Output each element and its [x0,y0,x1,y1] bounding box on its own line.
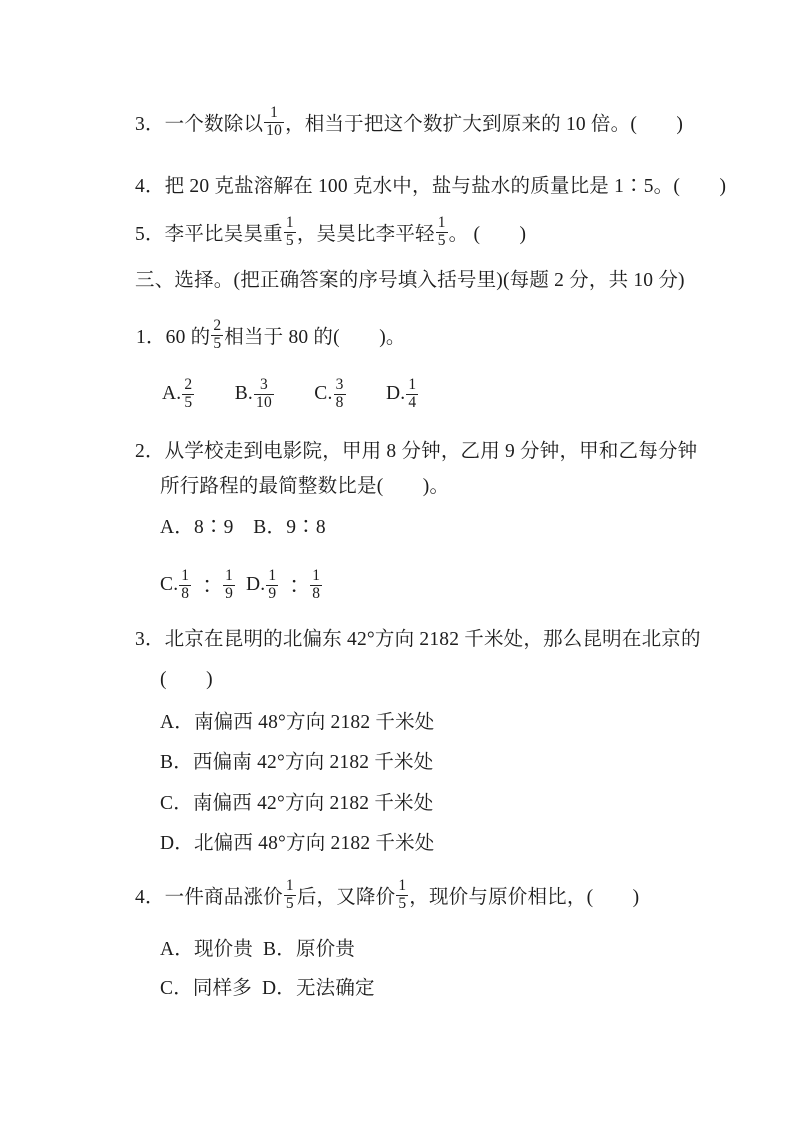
choice-q1-stem-text: 相当于 80 的( )。 [224,327,406,348]
choice-q3-stem-text: 3．北京在昆明的北偏东 42°方向 2182 千米处，那么昆明在北京的 [135,629,701,650]
fraction-numerator: 1 [398,876,407,894]
choice-q1-options-text: A. [162,383,182,404]
choice-q3-option-c [160,779,433,823]
choice-q3-option-a-text: A．南偏西 48°方向 2182 千米处 [160,712,435,733]
fraction-numerator: 2 [184,375,193,393]
fraction-numerator: 1 [312,566,321,584]
fraction-denominator: 10 [266,121,283,139]
fraction-numerator: 1 [285,876,294,894]
judge-item-3-text: 3．一个数除以 [135,114,264,135]
fraction [264,105,284,139]
choice-q4-options-cd-text: C．同样多 D．无法确定 [160,978,375,999]
fraction [396,878,408,912]
fraction-numerator: 1 [268,566,277,584]
judge-item-5-text: ，吴昊比李平轻 [296,224,435,245]
fraction [254,377,274,411]
choice-q3-option-b-text: B．西偏南 42°方向 2182 千米处 [160,752,434,773]
section-3-heading [135,256,685,300]
judge-item-3 [135,100,683,144]
choice-q2-options-cd-text: ∶ [279,577,310,598]
choice-q2-options-ab [160,503,326,547]
choice-q2-stem-line1-text: 2．从学校走到电影院，甲用 8 分钟，乙用 9 分钟，甲和乙每分钟 [135,441,698,462]
choice-q4-options-ab-text: A．现价贵 B．原价贵 [160,939,356,960]
fraction-denominator: 8 [335,393,344,411]
choice-q2-options-cd-text: ∶ [192,577,223,598]
judge-item-4 [135,162,726,206]
choice-q3-option-d-text: D．北偏西 48°方向 2182 千米处 [160,833,435,854]
choice-q4-options-cd [160,964,375,1008]
fraction [284,215,296,249]
choice-q3-option-c-text: C．南偏西 42°方向 2182 千米处 [160,793,434,814]
fraction [266,568,278,602]
fraction-denominator: 5 [285,894,294,912]
choice-q2-stem-line2-text: 所行路程的最简整数比是( )。 [160,476,450,497]
choice-q1-options-text: B. [195,383,253,404]
choice-q1-stem-text: 1．60 的 [136,327,211,348]
fraction [223,568,235,602]
fraction [179,568,191,602]
choice-q3-option-d [160,819,435,863]
fraction-numerator: 1 [225,566,234,584]
fraction-denominator: 4 [408,393,417,411]
fraction-denominator: 5 [398,894,407,912]
choice-q2-options-cd-text: D. [236,574,266,595]
section-3-heading-text: 三、选择。(把正确答案的序号填入括号里)(每题 2 分，共 10 分) [135,270,685,291]
choice-q1-options [162,372,419,416]
fraction-numerator: 1 [270,103,279,121]
choice-q2-options-cd-text: C. [160,574,179,595]
choice-q4-stem-text: ，现价与原价相比，( ) [409,887,640,908]
judge-item-4-text: 4．把 20 克盐溶解在 100 克水中，盐与盐水的质量比是 1∶5。( ) [135,176,727,197]
fraction-denominator: 5 [213,334,222,352]
choice-q2-options-ab-text: A．8∶9 B．9∶8 [160,517,326,538]
judge-item-5 [135,210,526,254]
fraction [284,878,296,912]
fraction-numerator: 1 [285,213,294,231]
fraction-numerator: 1 [437,213,446,231]
fraction-numerator: 1 [408,375,417,393]
fraction-denominator: 8 [181,584,190,602]
fraction-numerator: 1 [181,566,190,584]
fraction [334,377,346,411]
fraction-denominator: 10 [256,393,272,411]
fraction [182,377,194,411]
choice-q4-stem-text: 4．一件商品涨价 [135,887,283,908]
choice-q3-bracket [160,655,213,699]
choice-q3-option-b [160,738,433,782]
fraction-numerator: 3 [335,375,344,393]
choice-q1-options-text: C. [274,383,333,404]
fraction [310,568,322,602]
choice-q4-options-ab [160,925,355,969]
fraction-denominator: 5 [184,393,193,411]
choice-q4-stem-text: 后，又降价 [296,887,396,908]
fraction-denominator: 9 [268,584,277,602]
choice-q2-options-cd [160,563,323,607]
judge-item-5-text: 。 ( ) [448,224,527,245]
choice-q4-stem [135,873,639,917]
choice-q3-option-a [160,698,435,742]
fraction-denominator: 9 [225,584,234,602]
fraction [406,377,418,411]
fraction-numerator: 3 [259,375,268,393]
choice-q3-bracket-text: ( ) [160,669,213,690]
choice-q1-options-text: D. [346,383,406,404]
choice-q3-stem [135,615,701,659]
fraction-denominator: 5 [285,231,294,249]
fraction-denominator: 8 [312,584,321,602]
judge-item-3-text: ，相当于把这个数扩大到原来的 10 倍。( ) [285,114,684,135]
judge-item-5-text: 5．李平比吴昊重 [135,224,283,245]
fraction-numerator: 2 [213,316,222,334]
fraction-denominator: 5 [437,231,446,249]
choice-q1-stem [136,313,406,357]
fraction [436,215,448,249]
fraction [211,318,223,352]
choice-q2-stem-line2 [160,462,449,506]
